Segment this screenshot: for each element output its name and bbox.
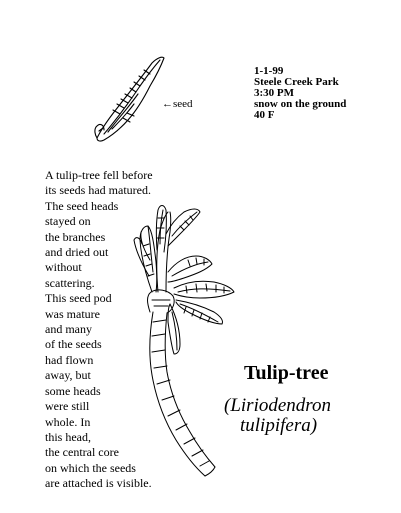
description-text — [45, 168, 153, 492]
description-line: are attached is visible. — [45, 476, 152, 491]
description-line: The seed heads — [45, 198, 119, 213]
description-line: stayed on — [45, 214, 91, 229]
description-line: some heads — [45, 383, 101, 398]
description-line: the central core — [45, 445, 119, 460]
description-line: this head, — [45, 429, 91, 444]
description-line: without — [45, 260, 82, 275]
description-line: A tulip-tree fell before — [45, 168, 153, 182]
description-line: whole. In — [45, 414, 91, 429]
seed-label: ←seed — [162, 98, 193, 110]
observation-temperature: 40 F — [254, 109, 275, 121]
scientific-name-genus: (Liriodendron — [224, 395, 331, 416]
description-line: This seed pod — [45, 291, 112, 306]
description-line: away, but — [45, 368, 91, 383]
description-line: of the seeds — [45, 337, 102, 352]
description-line: scattering. — [45, 275, 95, 290]
description-line: had flown — [45, 352, 94, 367]
description-line: its seeds had matured. — [45, 183, 151, 198]
description-line: was mature — [45, 306, 100, 321]
observation-time: 3:30 PM — [254, 87, 295, 99]
scientific-name — [224, 396, 331, 436]
description-line: were still — [45, 399, 90, 414]
observation-place: Steele Creek Park — [254, 76, 339, 88]
observation-date: 1-1-99 — [254, 65, 284, 77]
scientific-name-species: tulipifera) — [240, 415, 318, 436]
observation-conditions: snow on the ground — [254, 98, 347, 110]
description-line: on which the seeds — [45, 460, 136, 475]
field-notes — [254, 66, 346, 121]
description-line: and many — [45, 322, 92, 337]
description-line: and dried out — [45, 245, 109, 260]
common-name-title: Tulip-tree — [244, 362, 329, 384]
description-line: the branches — [45, 229, 106, 244]
